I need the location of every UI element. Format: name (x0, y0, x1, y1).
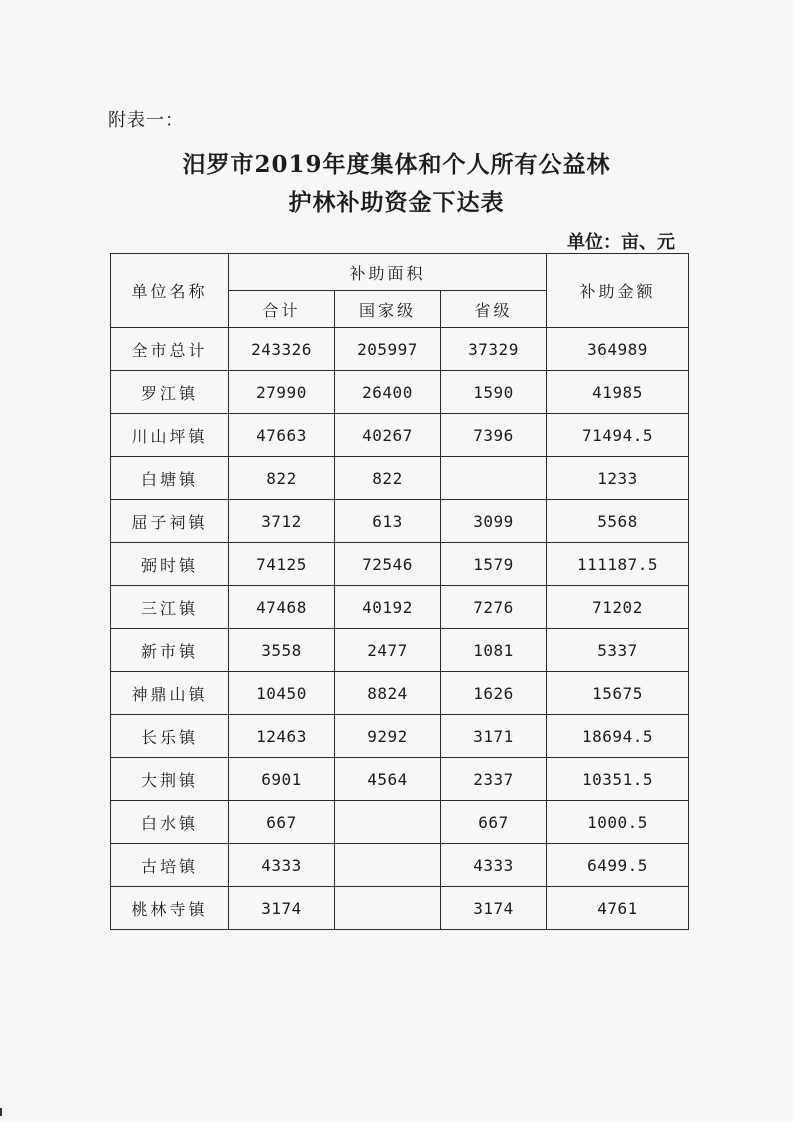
cell-amount: 71202 (547, 586, 689, 629)
cell-total: 3558 (229, 629, 335, 672)
cell-total: 27990 (229, 371, 335, 414)
cell-unit-name: 新市镇 (111, 629, 229, 672)
cell-provincial: 3099 (441, 500, 547, 543)
cell-total: 822 (229, 457, 335, 500)
cell-provincial: 3174 (441, 887, 547, 930)
cell-amount: 4761 (547, 887, 689, 930)
cell-total: 12463 (229, 715, 335, 758)
cell-national: 9292 (335, 715, 441, 758)
cell-provincial: 4333 (441, 844, 547, 887)
table-row (111, 543, 689, 586)
cell-provincial: 3171 (441, 715, 547, 758)
cell-total: 74125 (229, 543, 335, 586)
cell-amount: 18694.5 (547, 715, 689, 758)
unit-note: 单位：亩、元 (567, 232, 675, 253)
header-subsidy-amount: 补助金额 (547, 254, 689, 328)
cell-national (335, 801, 441, 844)
cell-amount: 111187.5 (547, 543, 689, 586)
cell-unit-name: 全市总计 (111, 328, 229, 371)
cell-amount: 5337 (547, 629, 689, 672)
attachment-label: 附表一： (108, 110, 184, 131)
cell-unit-name: 弼时镇 (111, 543, 229, 586)
cell-provincial: 2337 (441, 758, 547, 801)
cell-national: 40192 (335, 586, 441, 629)
cell-national (335, 844, 441, 887)
cell-unit-name: 白塘镇 (111, 457, 229, 500)
cell-total: 6901 (229, 758, 335, 801)
cell-amount: 15675 (547, 672, 689, 715)
table-row (111, 414, 689, 457)
cell-national: 4564 (335, 758, 441, 801)
cell-provincial: 1626 (441, 672, 547, 715)
table-row (111, 457, 689, 500)
cell-unit-name: 桃林寺镇 (111, 887, 229, 930)
cell-total: 243326 (229, 328, 335, 371)
cell-unit-name: 罗江镇 (111, 371, 229, 414)
cell-provincial: 7396 (441, 414, 547, 457)
cell-national: 205997 (335, 328, 441, 371)
cell-amount: 71494.5 (547, 414, 689, 457)
table-body (111, 328, 689, 930)
cell-total: 3174 (229, 887, 335, 930)
cell-provincial: 1579 (441, 543, 547, 586)
cell-provincial: 1081 (441, 629, 547, 672)
header-national: 国家级 (335, 291, 441, 328)
cell-provincial: 37329 (441, 328, 547, 371)
cell-national: 26400 (335, 371, 441, 414)
cell-total: 3712 (229, 500, 335, 543)
cell-unit-name: 大荆镇 (111, 758, 229, 801)
cell-unit-name: 白水镇 (111, 801, 229, 844)
table-row (111, 500, 689, 543)
cell-unit-name: 屈子祠镇 (111, 500, 229, 543)
cell-total: 667 (229, 801, 335, 844)
cell-national: 613 (335, 500, 441, 543)
table-row (111, 586, 689, 629)
header-unit-name: 单位名称 (111, 254, 229, 328)
cell-amount: 41985 (547, 371, 689, 414)
cell-national: 8824 (335, 672, 441, 715)
cell-national: 40267 (335, 414, 441, 457)
header-provincial: 省级 (441, 291, 547, 328)
cell-amount: 364989 (547, 328, 689, 371)
cell-total: 4333 (229, 844, 335, 887)
cell-total: 47663 (229, 414, 335, 457)
table-row (111, 328, 689, 371)
cell-provincial (441, 457, 547, 500)
table-row (111, 715, 689, 758)
cell-provincial: 1590 (441, 371, 547, 414)
document-title: 汨罗市2019年度集体和个人所有公益林 (182, 151, 611, 178)
cell-amount: 6499.5 (547, 844, 689, 887)
cell-amount: 10351.5 (547, 758, 689, 801)
table-row (111, 844, 689, 887)
table-row (111, 672, 689, 715)
cell-unit-name: 神鼎山镇 (111, 672, 229, 715)
cell-amount: 5568 (547, 500, 689, 543)
cell-amount: 1233 (547, 457, 689, 500)
cell-total: 10450 (229, 672, 335, 715)
header-subsidy-area: 补助面积 (229, 254, 547, 291)
cell-national: 72546 (335, 543, 441, 586)
table-row (111, 629, 689, 672)
cell-unit-name: 三江镇 (111, 586, 229, 629)
table-row (111, 758, 689, 801)
cell-provincial: 667 (441, 801, 547, 844)
cell-national: 2477 (335, 629, 441, 672)
cell-unit-name: 古培镇 (111, 844, 229, 887)
cell-national (335, 887, 441, 930)
cell-unit-name: 川山坪镇 (111, 414, 229, 457)
cell-unit-name: 长乐镇 (111, 715, 229, 758)
cell-national: 822 (335, 457, 441, 500)
document-subtitle: 护林补助资金下达表 (288, 189, 505, 216)
subsidy-table (110, 253, 689, 930)
table-row (111, 371, 689, 414)
table-row (111, 801, 689, 844)
header-total: 合计 (229, 291, 335, 328)
scan-edge-mark (0, 1108, 2, 1116)
cell-amount: 1000.5 (547, 801, 689, 844)
cell-provincial: 7276 (441, 586, 547, 629)
table-row (111, 887, 689, 930)
cell-total: 47468 (229, 586, 335, 629)
